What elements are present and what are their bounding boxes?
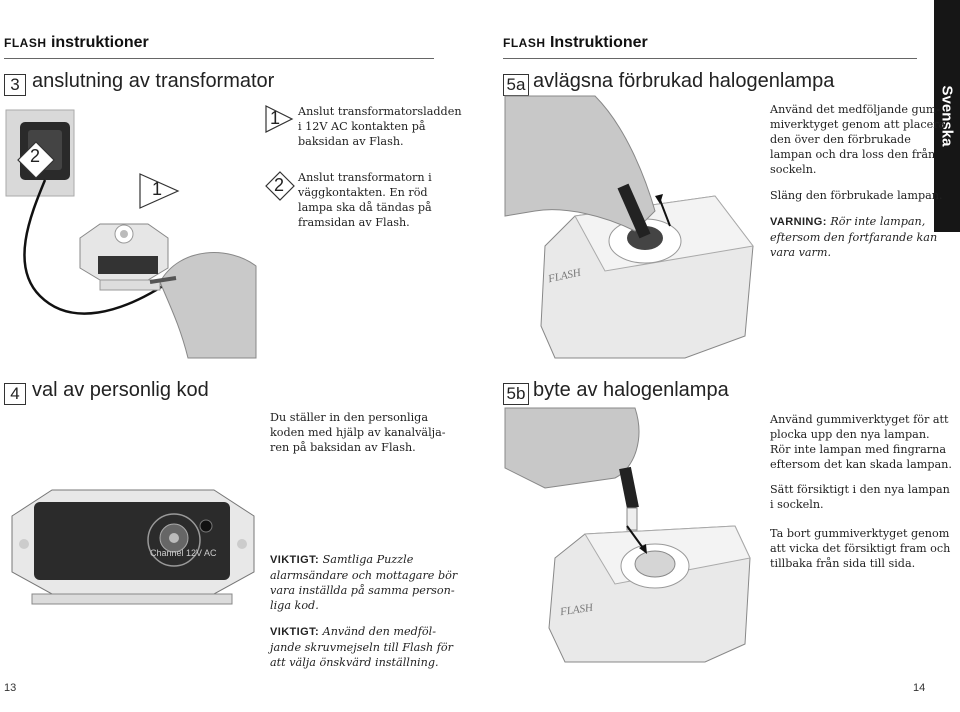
section-5b-title: byte av halogenlampa bbox=[533, 379, 729, 401]
device-power-label: 12V AC bbox=[186, 548, 217, 558]
left-header-brand: FLASH bbox=[4, 36, 47, 50]
section-4-warning-1-line: Samtliga Puzzle bbox=[322, 553, 414, 566]
left-header-rule bbox=[4, 58, 434, 59]
section-4-title: val av personlig kod bbox=[32, 379, 209, 401]
section-5b-line: eftersom det kan skada lampan. bbox=[770, 458, 952, 471]
callout-2-label: 2 bbox=[30, 146, 41, 166]
section-5b-line: tillbaka från sida till sida. bbox=[770, 557, 916, 570]
step-1-number: 1 bbox=[270, 108, 281, 128]
section-5a-base-logo: FLASH bbox=[547, 266, 582, 286]
section-5b-illustration bbox=[505, 408, 763, 662]
language-tab-label: Svenska bbox=[938, 85, 956, 147]
right-header-rest: Instruktioner bbox=[545, 34, 648, 51]
section-5b-para-1 bbox=[770, 412, 952, 472]
section-4-warning-2 bbox=[270, 624, 453, 670]
step-1-line: i 12V AC kontakten på bbox=[298, 120, 426, 133]
section-3-illustration bbox=[0, 96, 260, 358]
section-4-warning-1-line: liga kod. bbox=[270, 599, 319, 612]
section-5a-warning-line: Rör inte lampan, bbox=[830, 215, 926, 228]
section-5b-line: i sockeln. bbox=[770, 498, 824, 511]
section-4-text bbox=[270, 410, 446, 455]
step-1-text bbox=[298, 104, 462, 149]
step-2-text bbox=[298, 170, 432, 230]
section-4-line: koden med hjälp av kanalvälja- bbox=[270, 426, 446, 439]
section-4-illustration bbox=[8, 486, 258, 606]
callout-1-label: 1 bbox=[152, 179, 163, 199]
section-5a-line: den över den förbrukade bbox=[770, 133, 911, 146]
section-4-warning-2-line: Använd den medföl- bbox=[322, 625, 436, 638]
section-5b-base-logo: FLASH bbox=[559, 601, 594, 619]
section-5b-line: Rör inte lampan med fingrarna bbox=[770, 443, 946, 456]
section-5a-title: avlägsna förbrukad halogenlampa bbox=[533, 70, 835, 92]
section-4-warning-2-line: att välja önskvärd inställning. bbox=[270, 656, 439, 669]
section-5a-warning-label: VARNING: bbox=[770, 216, 827, 228]
section-5a-number: 5a bbox=[503, 74, 529, 96]
right-header-rule bbox=[503, 58, 917, 59]
section-5a-text-2: Släng den förbrukade lampan. bbox=[770, 189, 943, 202]
section-5a-line: miverktyget genom att placera bbox=[770, 118, 946, 131]
section-5a-line: sockeln. bbox=[770, 163, 817, 176]
section-4-line: Du ställer in den personliga bbox=[270, 411, 429, 424]
section-5a-warning-line: vara varm. bbox=[770, 246, 832, 259]
section-5a-illustration bbox=[505, 96, 763, 358]
section-5a-line: lampan och dra loss den från bbox=[770, 148, 936, 161]
section-4-warning-2-line: jande skruvmejseln till Flash för bbox=[270, 641, 453, 654]
section-5b-number: 5b bbox=[503, 383, 529, 405]
step-1-line: Anslut transformatorsladden bbox=[298, 105, 462, 118]
step-2-number: 2 bbox=[274, 175, 285, 195]
page-number-right: 14 bbox=[913, 682, 926, 694]
section-5a-warning bbox=[770, 214, 937, 260]
section-5b-para-2 bbox=[770, 482, 950, 512]
section-4-line: ren på baksidan av Flash. bbox=[270, 441, 416, 454]
section-4-warning-2-label: VIKTIGT: bbox=[270, 626, 320, 638]
right-header-brand: FLASH bbox=[503, 36, 546, 50]
section-3-title: anslutning av transformator bbox=[32, 70, 275, 92]
section-5a-warning-line: eftersom den fortfarande kan bbox=[770, 231, 938, 244]
left-header bbox=[4, 34, 149, 52]
section-4-warning-1 bbox=[270, 552, 457, 613]
page-number-left: 13 bbox=[4, 682, 17, 694]
right-header bbox=[503, 34, 648, 52]
section-4-warning-1-line: vara inställda på samma person- bbox=[270, 584, 455, 597]
step-2-line: väggkontakten. En röd bbox=[298, 186, 428, 199]
section-4-number: 4 bbox=[4, 383, 26, 405]
section-5b-line: Sätt försiktigt i den nya lampan bbox=[770, 483, 950, 496]
section-5b-line: plocka upp den nya lampan. bbox=[770, 428, 930, 441]
left-header-rest: instruktioner bbox=[46, 34, 149, 51]
device-channel-label: Channel bbox=[150, 548, 184, 558]
section-3-number: 3 bbox=[4, 74, 26, 96]
step-2-line: lampa ska då tändas på bbox=[298, 201, 432, 214]
section-5b-line: Använd gummiverktyget för att bbox=[770, 413, 949, 426]
section-5a-text bbox=[770, 102, 945, 177]
step-2-line: Anslut transformatorn i bbox=[298, 171, 432, 184]
section-4-warning-1-line: alarmsändare och mottagare bör bbox=[270, 569, 458, 582]
section-5b-line: Ta bort gummiverktyget genom bbox=[770, 527, 950, 540]
step-1-line: baksidan av Flash. bbox=[298, 135, 404, 148]
section-4-warning-1-label: VIKTIGT: bbox=[270, 554, 320, 566]
step-2-line: framsidan av Flash. bbox=[298, 216, 410, 229]
section-5b-line: att vicka det försiktigt fram och bbox=[770, 542, 951, 555]
section-5a-line: Använd det medföljande gum- bbox=[770, 103, 941, 116]
section-5b-para-3 bbox=[770, 526, 950, 571]
